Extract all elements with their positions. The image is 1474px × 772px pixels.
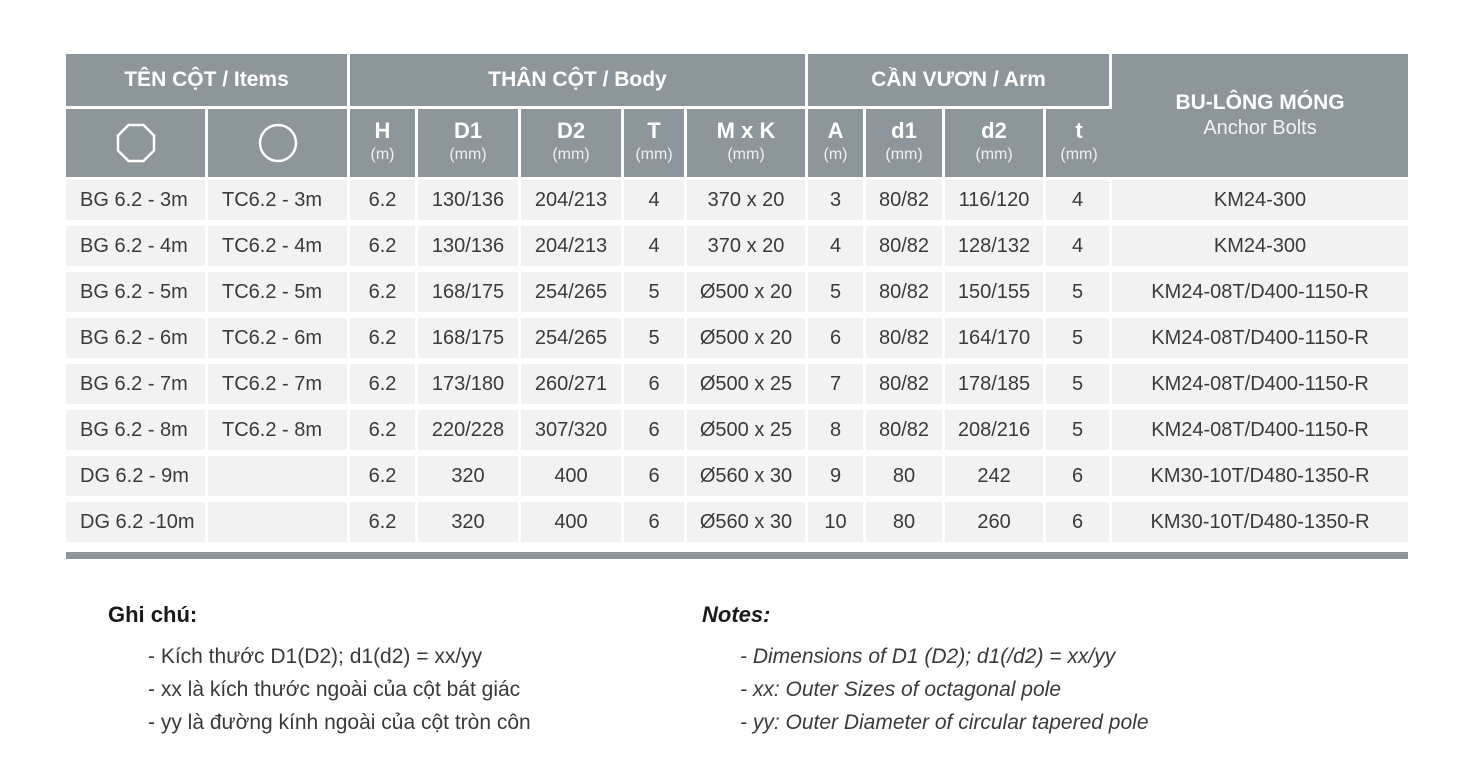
table-bottom-bar xyxy=(66,552,1408,559)
table-cell: 6.2 xyxy=(350,272,418,318)
column-header xyxy=(350,109,418,180)
table-row xyxy=(66,226,1408,272)
table-cell: 6.2 xyxy=(350,226,418,272)
table-cell: KM24-08T/D400-1150-R xyxy=(1112,410,1408,456)
table-cell: 254/265 xyxy=(521,272,624,318)
table-cell: 6 xyxy=(624,502,687,548)
table-cell: 80/82 xyxy=(866,364,945,410)
table-cell: Ø500 x 25 xyxy=(687,410,808,456)
table-cell: 260/271 xyxy=(521,364,624,410)
table-cell: 5 xyxy=(624,318,687,364)
table-cell: 7 xyxy=(808,364,866,410)
table-cell: 5 xyxy=(1046,272,1112,318)
header-arm: CẦN VƯƠN / Arm xyxy=(808,54,1112,109)
anchor-bolts-subtitle: Anchor Bolts xyxy=(1203,117,1317,139)
table-row xyxy=(66,364,1408,410)
table-cell: 400 xyxy=(521,456,624,502)
table-row xyxy=(66,272,1408,318)
table-cell: KM30-10T/D480-1350-R xyxy=(1112,456,1408,502)
header-anchor-bolts xyxy=(1112,54,1408,180)
column-label: D1 xyxy=(453,118,483,143)
table-cell: 4 xyxy=(1046,180,1112,226)
table-row xyxy=(66,410,1408,456)
table-cell: 80 xyxy=(866,456,945,502)
column-header xyxy=(521,109,624,180)
column-unit: (m) xyxy=(823,146,848,163)
circle-icon xyxy=(258,123,298,163)
note-line: - xx là kích thước ngoài của cột bát giác xyxy=(148,678,521,701)
table-cell: 320 xyxy=(418,502,521,548)
table-cell: 80/82 xyxy=(866,410,945,456)
table-cell: 6.2 xyxy=(350,502,418,548)
table-cell: TC6.2 - 4m xyxy=(208,226,350,272)
table-cell: TC6.2 - 8m xyxy=(208,410,350,456)
header-group-row xyxy=(66,54,1408,109)
table-cell: 6 xyxy=(1046,502,1112,548)
octagon-icon xyxy=(116,123,156,163)
table-cell: 168/175 xyxy=(418,318,521,364)
table-cell: 80/82 xyxy=(866,318,945,364)
table-cell: 80/82 xyxy=(866,226,945,272)
column-header xyxy=(418,109,521,180)
column-header xyxy=(866,109,945,180)
table-cell: TC6.2 - 7m xyxy=(208,364,350,410)
table-cell: DG 6.2 - 9m xyxy=(66,456,208,502)
note-line: - yy là đường kính ngoài của cột tròn côn xyxy=(148,711,531,734)
notes-vi-list xyxy=(148,640,531,739)
notes-en-title: Notes: xyxy=(702,602,771,627)
table-cell: Ø560 x 30 xyxy=(687,502,808,548)
table-cell: KM30-10T/D480-1350-R xyxy=(1112,502,1408,548)
note-line: - yy: Outer Diameter of circular tapered pole xyxy=(740,711,1149,734)
table-cell: 6 xyxy=(624,410,687,456)
table-cell: 4 xyxy=(624,226,687,272)
table-cell: 164/170 xyxy=(945,318,1046,364)
table-cell: Ø500 x 25 xyxy=(687,364,808,410)
table-cell: KM24-08T/D400-1150-R xyxy=(1112,364,1408,410)
table-cell: 5 xyxy=(808,272,866,318)
table-cell: 204/213 xyxy=(521,226,624,272)
notes-en-list xyxy=(740,640,1149,739)
table-cell: 130/136 xyxy=(418,226,521,272)
table-cell: Ø560 x 30 xyxy=(687,456,808,502)
column-label: t xyxy=(1075,118,1083,143)
table-body xyxy=(66,180,1408,548)
header-items: TÊN CỘT / Items xyxy=(66,54,350,109)
table-cell: KM24-300 xyxy=(1112,180,1408,226)
column-unit: (mm) xyxy=(635,146,673,163)
table-cell: KM24-08T/D400-1150-R xyxy=(1112,272,1408,318)
column-header xyxy=(687,109,808,180)
octagon-icon-cell xyxy=(66,109,208,180)
column-label: A xyxy=(827,118,844,143)
table-row xyxy=(66,502,1408,548)
column-header xyxy=(945,109,1046,180)
column-unit: (mm) xyxy=(552,146,590,163)
table-cell: 116/120 xyxy=(945,180,1046,226)
table-cell: 80 xyxy=(866,502,945,548)
table-cell: 150/155 xyxy=(945,272,1046,318)
column-label: H xyxy=(374,118,391,143)
table-cell: BG 6.2 - 6m xyxy=(66,318,208,364)
pole-spec-table xyxy=(66,54,1408,548)
table-cell: 320 xyxy=(418,456,521,502)
column-label: D2 xyxy=(556,118,586,143)
note-line: - Kích thước D1(D2); d1(d2) = xx/yy xyxy=(148,645,483,668)
table-cell: 260 xyxy=(945,502,1046,548)
column-header xyxy=(808,109,866,180)
table-cell: Ø500 x 20 xyxy=(687,272,808,318)
table-cell xyxy=(208,502,350,548)
table-cell: 130/136 xyxy=(418,180,521,226)
table-cell: 204/213 xyxy=(521,180,624,226)
table-cell: 10 xyxy=(808,502,866,548)
table-cell: 80/82 xyxy=(866,272,945,318)
table-cell: 400 xyxy=(521,502,624,548)
table-cell: 80/82 xyxy=(866,180,945,226)
table-cell: 3 xyxy=(808,180,866,226)
table-cell: 8 xyxy=(808,410,866,456)
column-unit: (m) xyxy=(370,146,395,163)
table-cell: 6.2 xyxy=(350,410,418,456)
table-cell: 5 xyxy=(1046,364,1112,410)
table-cell: 254/265 xyxy=(521,318,624,364)
table-cell: 128/132 xyxy=(945,226,1046,272)
table-cell: KM24-300 xyxy=(1112,226,1408,272)
table-cell: 6 xyxy=(1046,456,1112,502)
table-cell: BG 6.2 - 8m xyxy=(66,410,208,456)
table-cell: 4 xyxy=(808,226,866,272)
table-cell: 242 xyxy=(945,456,1046,502)
table-cell: 6 xyxy=(808,318,866,364)
table-cell: KM24-08T/D400-1150-R xyxy=(1112,318,1408,364)
table-cell: 6 xyxy=(624,456,687,502)
table-cell: 307/320 xyxy=(521,410,624,456)
table-row xyxy=(66,456,1408,502)
table-cell: 208/216 xyxy=(945,410,1046,456)
note-line: - xx: Outer Sizes of octagonal pole xyxy=(740,678,1061,701)
table-cell: 6.2 xyxy=(350,180,418,226)
table-cell xyxy=(208,456,350,502)
table-cell: TC6.2 - 6m xyxy=(208,318,350,364)
anchor-bolts-title: BU-LÔNG MÓNG xyxy=(1175,91,1345,114)
table-cell: BG 6.2 - 7m xyxy=(66,364,208,410)
note-line: - Dimensions of D1 (D2); d1(/d2) = xx/yy xyxy=(740,645,1116,668)
column-label: M x K xyxy=(716,118,776,143)
table-cell: 6 xyxy=(624,364,687,410)
table-row xyxy=(66,180,1408,226)
table-cell: 178/185 xyxy=(945,364,1046,410)
table-cell: 370 x 20 xyxy=(687,180,808,226)
table-cell: 4 xyxy=(624,180,687,226)
table-cell: Ø500 x 20 xyxy=(687,318,808,364)
table-cell: 5 xyxy=(624,272,687,318)
table-cell: 6.2 xyxy=(350,364,418,410)
table-cell: BG 6.2 - 5m xyxy=(66,272,208,318)
table-cell: 5 xyxy=(1046,410,1112,456)
column-unit: (mm) xyxy=(449,146,487,163)
column-label: T xyxy=(647,118,661,143)
column-unit: (mm) xyxy=(975,146,1013,163)
table-cell: 168/175 xyxy=(418,272,521,318)
header-body: THÂN CỘT / Body xyxy=(350,54,808,109)
column-header xyxy=(624,109,687,180)
notes-vi-title: Ghi chú: xyxy=(108,602,198,627)
column-unit: (mm) xyxy=(1060,146,1098,163)
table-cell: TC6.2 - 5m xyxy=(208,272,350,318)
table-cell: 5 xyxy=(1046,318,1112,364)
table-cell: BG 6.2 - 3m xyxy=(66,180,208,226)
table-cell: 6.2 xyxy=(350,318,418,364)
circle-icon-cell xyxy=(208,109,350,180)
column-header xyxy=(1046,109,1112,180)
table-cell: 4 xyxy=(1046,226,1112,272)
table-row xyxy=(66,318,1408,364)
table-cell: 220/228 xyxy=(418,410,521,456)
column-label: d1 xyxy=(891,118,917,143)
column-unit: (mm) xyxy=(885,146,923,163)
table-cell: 9 xyxy=(808,456,866,502)
table-cell: BG 6.2 - 4m xyxy=(66,226,208,272)
table-cell: 6.2 xyxy=(350,456,418,502)
table-cell: DG 6.2 -10m xyxy=(66,502,208,548)
table-cell: TC6.2 - 3m xyxy=(208,180,350,226)
table-cell: 173/180 xyxy=(418,364,521,410)
column-unit: (mm) xyxy=(727,146,765,163)
table-cell: 370 x 20 xyxy=(687,226,808,272)
column-label: d2 xyxy=(981,118,1007,143)
